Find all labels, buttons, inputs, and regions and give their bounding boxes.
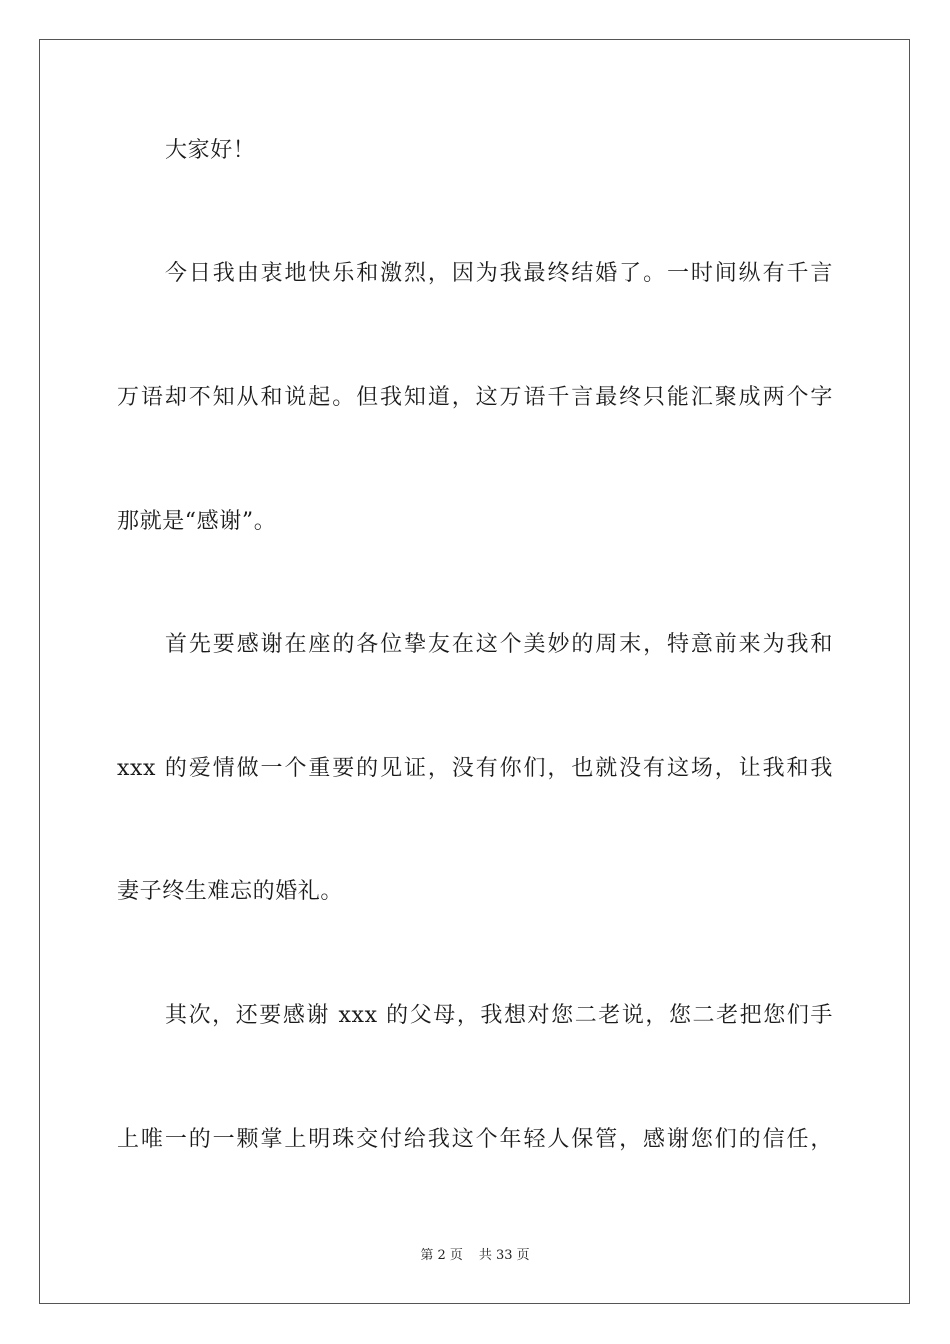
paragraph-1-line-1: 今日我由衷地快乐和激烈，因为我最终结婚了。一时间纵有千言 [165,261,833,286]
paragraph-3-line-2: 上唯一的一颗掌上明珠交付给我这个年轻人保管，感谢您们的信任， [117,1127,833,1152]
greeting-line: 大家好！ [165,138,256,163]
paragraph-1-line-3: 那就是“感谢”。 [117,509,277,534]
paragraph-3-line-1: 其次，还要感谢 xxx 的父母，我想对您二老说，您二老把您们手 [165,1003,833,1028]
paragraph-2-line-3: 妻子终生难忘的婚礼。 [117,879,344,904]
page-total: 共 33 页 [478,1248,530,1263]
paragraph-2-line-1: 首先要感谢在座的各位挚友在这个美妙的周末，特意前来为我和 [165,632,833,657]
page-footer [0,1247,950,1265]
page-border [39,39,910,1304]
page-number: 第 2 页 [420,1248,463,1263]
paragraph-1-line-2: 万语却不知从和说起。但我知道，这万语千言最终只能汇聚成两个字 [117,385,833,410]
paragraph-2-line-2: xxx 的爱情做一个重要的见证，没有你们，也就没有这场，让我和我 [117,756,833,781]
